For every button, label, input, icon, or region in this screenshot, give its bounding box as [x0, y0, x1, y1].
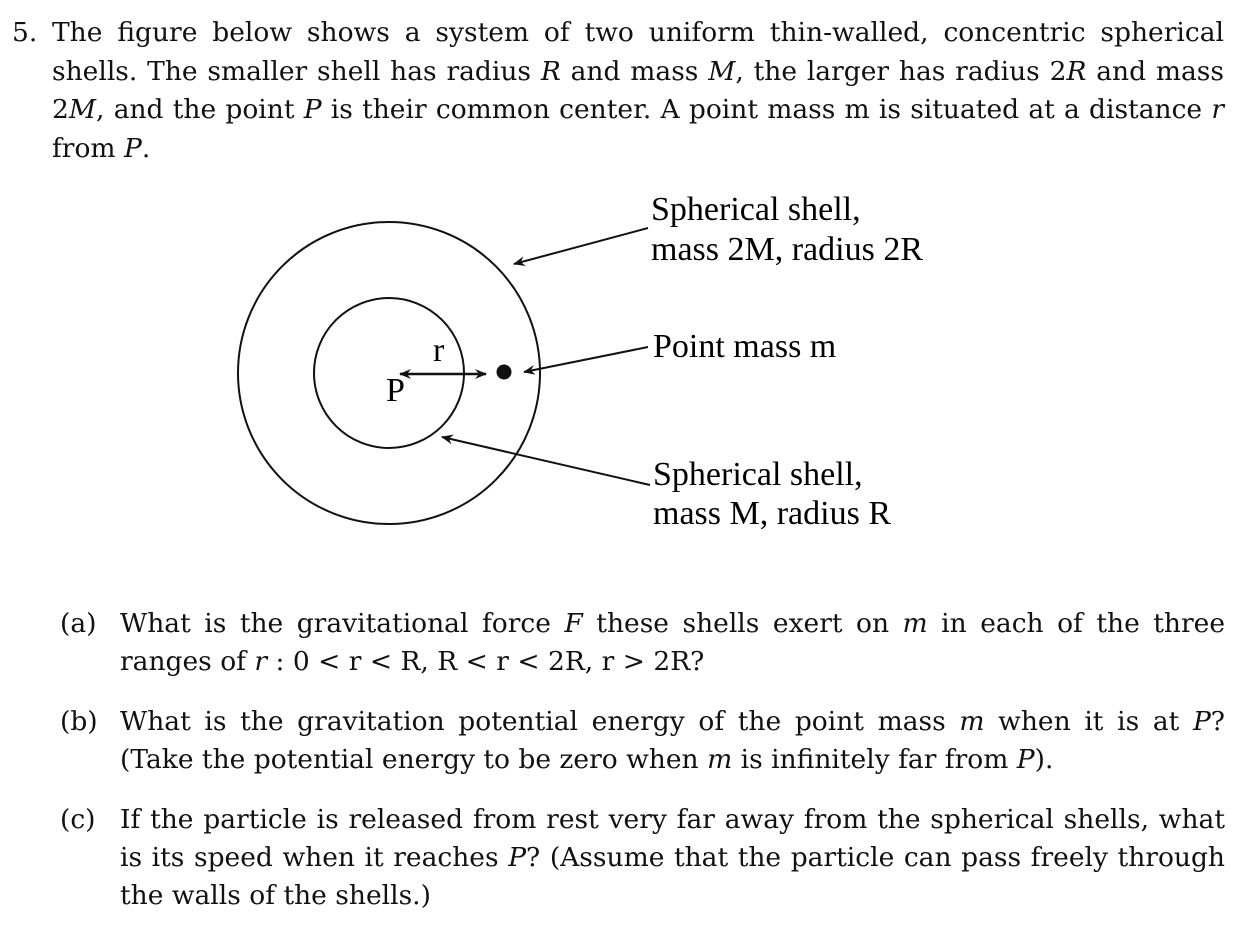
center-label: P: [386, 372, 405, 409]
part-c: [60, 801, 1225, 915]
outer-shell-pointer: [514, 228, 648, 264]
symbol-m: m: [902, 608, 928, 639]
symbol-F: F: [564, 608, 583, 639]
symbol-P: P: [508, 842, 527, 873]
stem-text: from: [52, 132, 124, 164]
part-a-label: (a): [60, 608, 97, 639]
stem-text: and mass 2: [52, 55, 1224, 125]
outer-shell-label-line2: mass 2M, radius 2R: [651, 231, 923, 268]
part-b: [60, 703, 1225, 779]
stem-text: and mass: [560, 55, 709, 87]
symbol-r: r: [1211, 94, 1224, 125]
stem-text: .: [141, 132, 151, 164]
part-text: is infinitely far from: [732, 744, 1017, 775]
problem-stem: [52, 14, 1224, 168]
symbol-R: R: [540, 55, 561, 87]
stem-text: and the point: [113, 94, 304, 125]
inner-shell-pointer: [442, 437, 650, 485]
symbol-P: P: [123, 132, 142, 164]
point-mass-label: Point mass m: [653, 328, 837, 365]
part-text-ranges: : 0 < r < R, R < r < 2R, r > 2R?: [267, 646, 705, 677]
stem-text: The smaller shell has radius: [147, 55, 541, 87]
part-a: [60, 605, 1225, 681]
part-text: What is the gravitational force: [120, 608, 565, 639]
symbol-R: R: [1066, 55, 1087, 87]
stem-text: ,: [96, 94, 105, 125]
part-text: If the particle is released from rest very far away from the spherical shells, what is its speed when it reaches: [120, 804, 1225, 873]
part-b-label: (b): [60, 706, 98, 737]
symbol-r: r: [254, 646, 268, 677]
problem-statement: [12, 14, 1224, 168]
part-text: when it is at: [984, 706, 1193, 737]
problem-number: 5.: [12, 17, 38, 48]
part-text: What is the gravitation potential energy of the point mass: [120, 706, 960, 737]
part-text: ? (Assume that the particle can pass freely through the walls of the shells.): [120, 842, 1225, 911]
part-c-label: (c): [60, 804, 96, 835]
part-text: these shells exert on: [582, 608, 903, 639]
symbol-M: M: [708, 55, 736, 87]
question-parts: [60, 605, 1225, 937]
inner-shell-label-line1: Spherical shell,: [653, 456, 863, 493]
radius-label: r: [433, 332, 445, 369]
part-text: in each of the three ranges of: [120, 608, 1225, 677]
outer-shell: [238, 222, 540, 524]
point-mass-pointer: [524, 347, 648, 372]
symbol-m: m: [959, 706, 985, 737]
part-text: ).: [1034, 744, 1054, 775]
inner-shell: [314, 298, 464, 448]
outer-shell-label-line1: Spherical shell,: [651, 191, 861, 228]
stem-text: is their common center. A point mass m is situated at a distance: [321, 94, 1212, 125]
stem-text: The figure below shows a system of two uniform thin-walled, concentric spherical shells.: [52, 17, 1224, 87]
stem-text: , the larger has radius 2: [735, 55, 1067, 87]
symbol-P: P: [1192, 706, 1211, 737]
symbol-P: P: [303, 94, 322, 125]
point-mass-dot: [497, 365, 512, 380]
symbol-m: m: [707, 744, 733, 775]
symbol-M: M: [68, 94, 97, 125]
part-text: ? (Take the potential energy to be zero when: [120, 706, 1225, 775]
inner-shell-label-line2: mass M, radius R: [653, 495, 891, 532]
symbol-P: P: [1016, 744, 1035, 775]
